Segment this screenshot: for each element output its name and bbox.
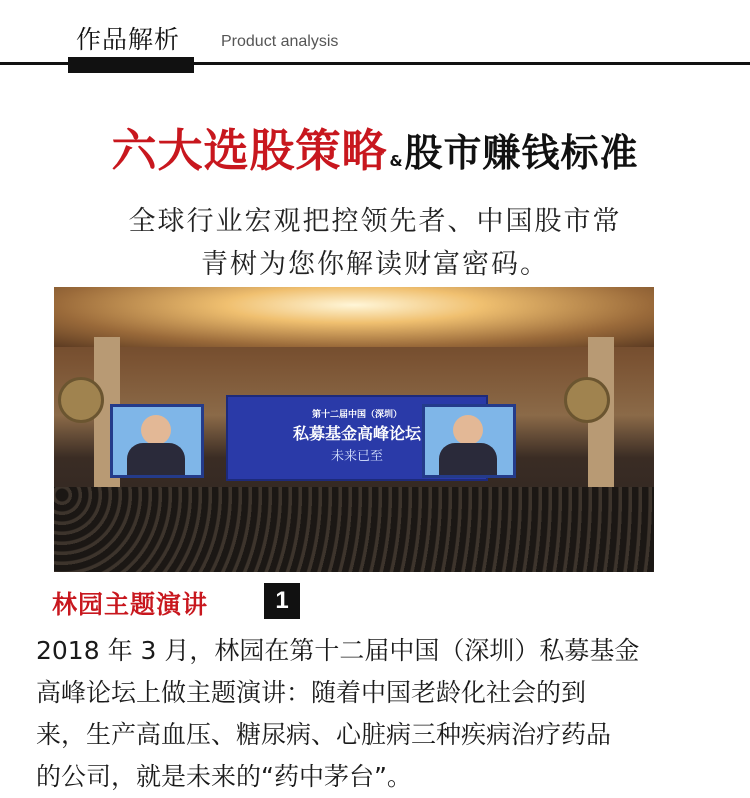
screen-left — [110, 404, 204, 478]
section-title: 作品解析 — [76, 25, 181, 54]
body-line-3: 来，生产高血压、糖尿病、心脏病三种疾病治疗药品 — [36, 720, 612, 749]
wall-ornament-left — [58, 377, 104, 423]
body-line-2: 高峰论坛上做主题演讲：随着中国老龄化社会的到 — [36, 678, 587, 707]
speaker-body — [439, 443, 497, 475]
ceiling-lights — [54, 287, 654, 347]
speech-number-badge: 1 — [264, 583, 300, 619]
speaker-body — [127, 443, 185, 475]
conference-photo — [54, 287, 654, 572]
subheadline-line-1: 全球行业宏观把控领先者、中国股市常 — [128, 206, 622, 237]
banner-line-1: 第十二届中国（深圳） — [311, 410, 402, 420]
section-subtitle: Product analysis — [221, 33, 339, 50]
screen-right — [422, 404, 516, 478]
banner-line-3: 未来已至 — [330, 449, 383, 464]
body-line-4: 的公司，就是未来的“药中茅台”。 — [36, 762, 412, 791]
headline-red: 六大选股策略 — [111, 124, 388, 177]
section-divider — [0, 62, 750, 65]
audience — [54, 487, 654, 572]
subheadline-line-2: 青树为您你解读财富密码。 — [201, 249, 549, 280]
speaker-head — [141, 415, 171, 445]
banner-line-2: 私募基金高峰论坛 — [292, 424, 421, 443]
speaker-head — [453, 415, 483, 445]
body-paragraph — [36, 630, 726, 798]
speech-title: 林园主题演讲 — [52, 590, 209, 619]
headline-ampersand: & — [389, 152, 403, 170]
headline — [0, 114, 750, 179]
headline-black: 股市赚钱标准 — [404, 131, 639, 175]
body-line-1: 2018 年 3 月，林园在第十二届中国（深圳）私募基金 — [36, 636, 640, 665]
section-title-bar — [68, 57, 194, 73]
wall-ornament-right — [564, 377, 610, 423]
